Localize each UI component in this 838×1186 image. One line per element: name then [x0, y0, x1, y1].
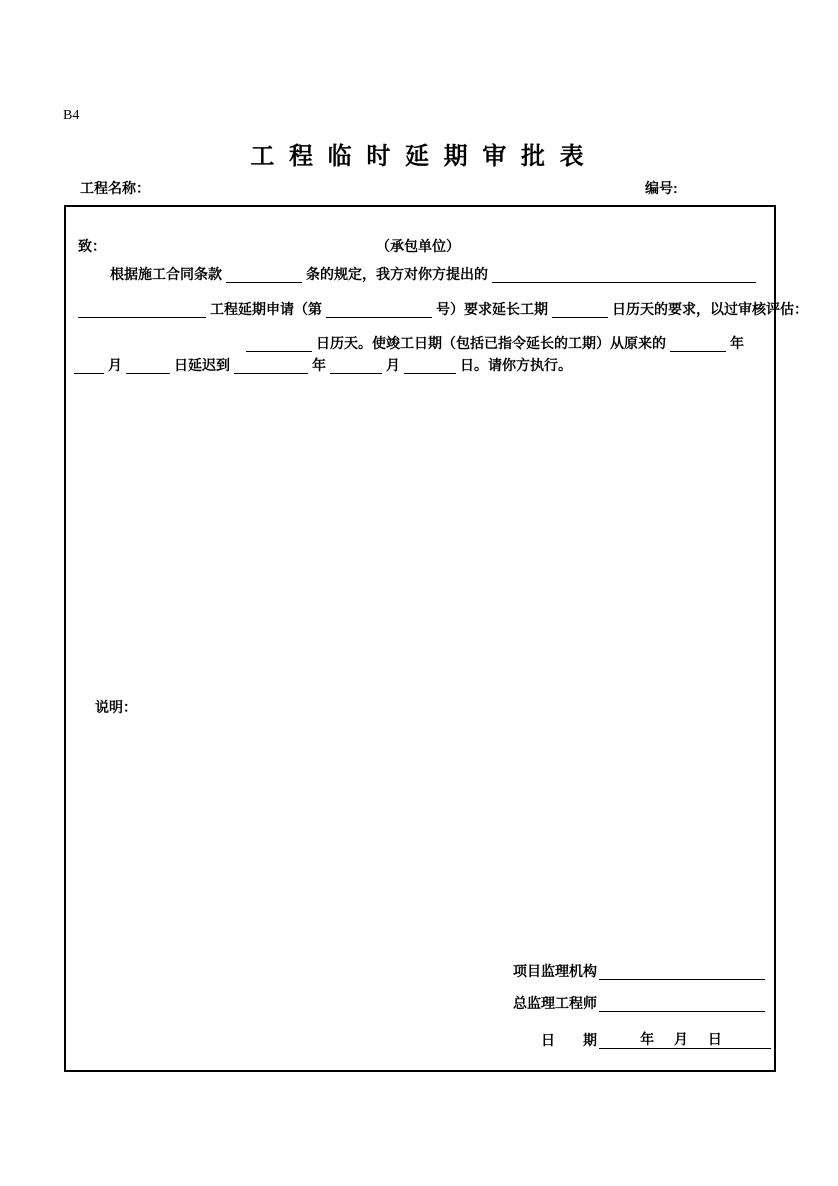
execute-text: 日。请你方执行。: [460, 357, 572, 373]
blank-new-month[interactable]: [330, 356, 382, 374]
application-prefix-text: 工程延期申请（第: [210, 301, 322, 317]
blank-applicant[interactable]: [78, 300, 206, 318]
blank-extension-days-requested[interactable]: [552, 300, 608, 318]
new-month-label: 月: [386, 357, 400, 373]
blank-supervision-org-signature[interactable]: [599, 962, 765, 980]
supervision-org-label: 项目监理机构: [513, 963, 597, 979]
blank-approved-calendar-days[interactable]: [246, 334, 312, 352]
notes-label: 说明：: [95, 699, 137, 715]
date-label: 日 期: [541, 1032, 597, 1048]
document-title: 工 程 临 时 延 期 审 批 表: [250, 143, 588, 170]
blank-new-day[interactable]: [404, 356, 456, 374]
to-label: 致：: [78, 238, 106, 254]
contractor-unit-hint: （承包单位）: [376, 238, 460, 254]
new-year-label: 年: [312, 357, 326, 373]
application-mid-text: 号）要求延长工期: [436, 301, 548, 317]
serial-number-label: 编号:: [645, 180, 678, 196]
application-suffix-text: 日历天的要求，以过审核评估：: [612, 301, 808, 317]
blank-clause-number[interactable]: [226, 265, 302, 283]
clause-line: [110, 265, 760, 283]
supervision-org-row: [513, 962, 765, 980]
blank-original-day[interactable]: [126, 356, 170, 374]
blank-original-month[interactable]: [74, 356, 104, 374]
clause-suffix-text: 条的规定，我方对你方提出的: [306, 266, 488, 282]
application-line: [74, 300, 808, 318]
blank-new-year[interactable]: [234, 356, 308, 374]
chief-engineer-label: 总监理工程师: [513, 995, 597, 1011]
blank-application-number[interactable]: [326, 300, 432, 318]
calendar-days-line: [242, 334, 744, 352]
blank-chief-engineer-signature[interactable]: [599, 994, 765, 1012]
form-border-box: [64, 205, 808, 1072]
original-year-label: 年: [730, 335, 744, 351]
calendar-days-text: 日历天。使竣工日期（包括已指令延长的工期）从原来的: [316, 335, 666, 351]
blank-signature-date[interactable]: 年 月 日: [599, 1031, 771, 1049]
delay-date-line: [70, 356, 572, 374]
delay-to-text: 日延迟到: [174, 357, 230, 373]
date-row: [541, 1031, 771, 1049]
chief-engineer-row: [513, 994, 765, 1012]
to-line: [78, 237, 760, 255]
form-code: B4: [63, 108, 80, 123]
blank-original-year[interactable]: [670, 334, 726, 352]
blank-proposed-item[interactable]: [492, 265, 756, 283]
original-month-label: 月: [108, 357, 122, 373]
clause-prefix-text: 根据施工合同条款: [110, 266, 222, 282]
project-name-label: 工程名称：: [80, 180, 150, 196]
